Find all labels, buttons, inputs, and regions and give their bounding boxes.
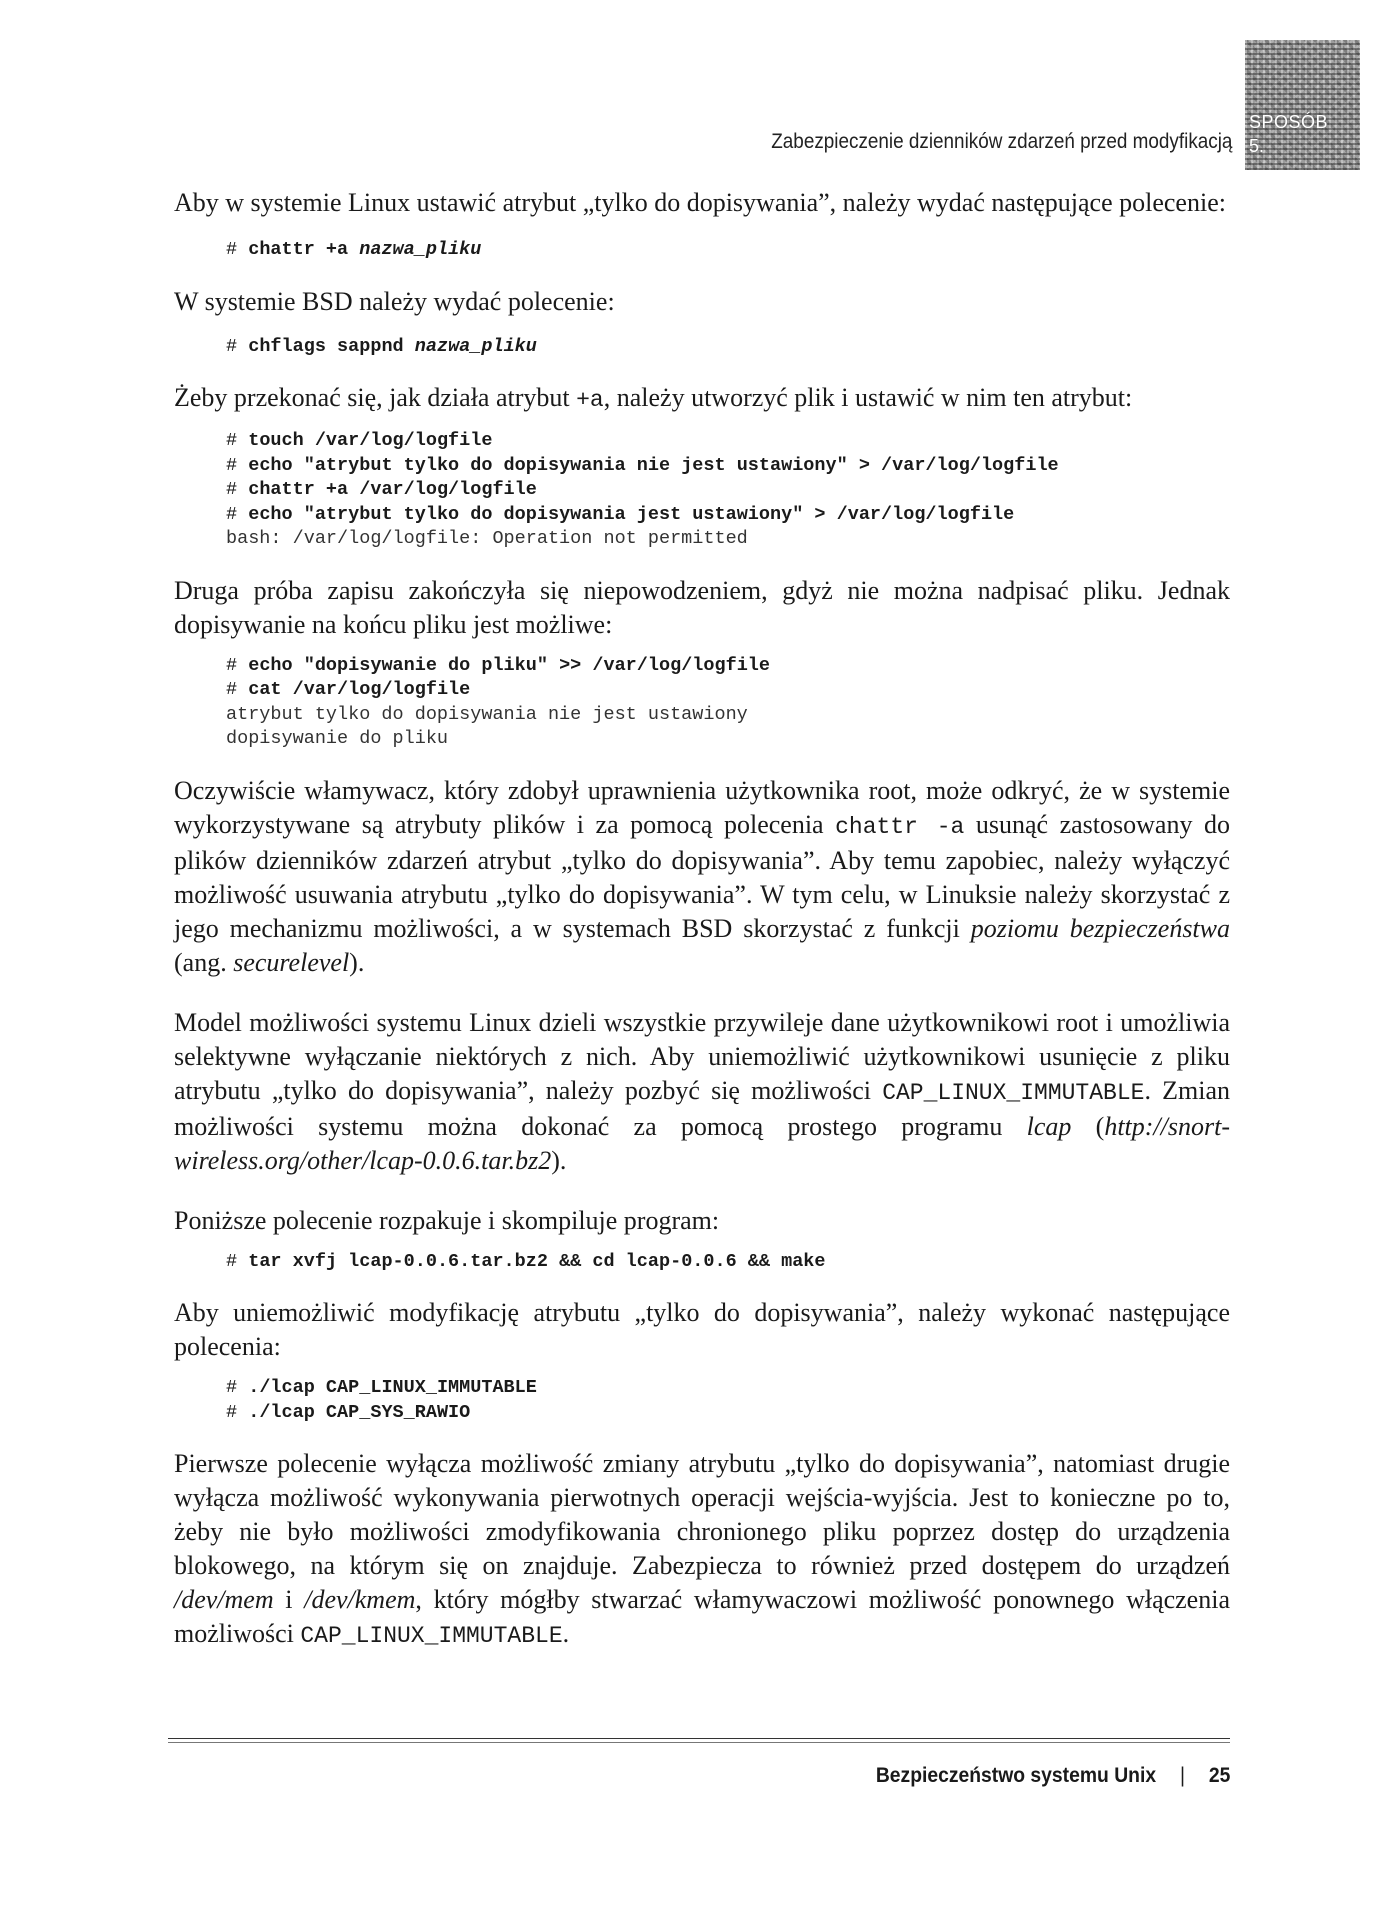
- page-body: [174, 186, 1230, 1653]
- code-block-6: # ./lcap CAP_LINUX_IMMUTABLE # ./lcap CAP_SYS_RAWIO: [226, 1377, 537, 1423]
- url-link: http://snort-wireless.org/other/lcap-0.0.6.tar.bz2: [174, 1111, 1230, 1175]
- badge-number: 5.: [1249, 136, 1265, 156]
- code-block-5: # tar xvfj lcap-0.0.6.tar.bz2 && cd lcap-0.0.6 && make: [226, 1250, 826, 1272]
- footer-divider-thin: [168, 1742, 1230, 1743]
- paragraph-2: W systemie BSD należy wydać polecenie:: [174, 286, 615, 316]
- paragraph-5: Oczywiście włamywacz, który zdobył uprawnienia użytkownika root, może odkryć, że w systemie wykorzystywane są atrybuty plików i za pomocą polecenia chattr -a usunąć zastosowany do plików dzienników zdarzeń atrybut „tylko do dopisywania”. Aby temu zapobiec, należy wyłączyć możliwość usuwania atrybutu „tylko do dopisywania”. W tym celu, w Linuksie należy skorzystać z jego mechanizmu możliwości, a w systemach BSD skorzystać z funkcji poziomu bezpieczeństwa (ang. securelevel).: [174, 775, 1231, 977]
- code-block-3: # touch /var/log/logfile # echo "atrybut tylko do dopisywania nie jest ustawiony" > /var/log/logfile # chattr +a /var/log/logfile # echo "atrybut tylko do dopisywania jest ustawiony" > /var/log/logfile bash: /var/log/logfile: Operation not permitted: [226, 430, 1059, 549]
- code-block-1: # chattr +a nazwa_pliku: [226, 239, 482, 260]
- code-block-4: # echo "dopisywanie do pliku" >> /var/log/logfile # cat /var/log/logfile atrybut tylko do dopisywania nie jest ustawiony dopisywanie do pliku: [226, 654, 771, 749]
- paragraph-8: Aby uniemożliwić modyfikację atrybutu „tylko do dopisywania”, należy wykonać następujące polecenia:: [174, 1298, 1230, 1361]
- paragraph-7: Poniższe polecenie rozpakuje i skompiluje program:: [174, 1205, 720, 1235]
- paragraph-1: Aby w systemie Linux ustawić atrybut „tylko do dopisywania”, należy wydać następujące polecenie:: [174, 188, 1226, 217]
- footer-divider: [168, 1738, 1230, 1739]
- chapter-badge: [1245, 40, 1360, 170]
- paragraph-9: Pierwsze polecenie wyłącza możliwość zmiany atrybutu „tylko do dopisywania”, natomiast drugie wyłącza możliwość wykonywania pierwotnych operacji wejścia-wyjścia. Jest to konieczne po to, żeby nie było możliwości zmodyfikowania chronionego pliku poprzez dostęp do urządzenia blokowego, na którym się on znajduje. Zabezpiecza to również przed dostępem do urządzeń /dev/mem i /dev/kmem, który mógłby stwarzać włamywaczowi możliwość ponownego włączenia możliwości CAP_LINUX_IMMUTABLE.: [174, 1449, 1230, 1649]
- paragraph-6: Model możliwości systemu Linux dzieli wszystkie przywileje dane użytkownikowi root i umożliwia selektywne wyłączanie niektórych z nich. Aby uniemożliwić użytkownikowi usunięcie z pliku atrybutu „tylko do dopisywania”, należy pozbyć się możliwości CAP_LINUX_IMMUTABLE. Zmian możliwości systemu można dokonać za pomocą prostego programu lcap (http://snort-wireless.org/other/lcap-0.0.6.tar.bz2).: [174, 1007, 1230, 1175]
- code-block-2: # chflags sappnd nazwa_pliku: [226, 335, 537, 357]
- paragraph-3: Żeby przekonać się, jak działa atrybut +a, należy utworzyć plik i ustawić w nim ten atrybut:: [174, 383, 1133, 413]
- paragraph-4: Druga próba zapisu zakończyła się niepowodzeniem, gdyż nie można nadpisać pliku. Jednak dopisywanie na końcu pliku jest możliwe:: [174, 575, 1230, 639]
- badge-label: SPOSÓB: [1249, 112, 1329, 132]
- page-footer: [875, 1764, 1230, 1788]
- book-title: Bezpieczeństwo systemu Unix: [875, 1764, 1156, 1787]
- page-number: 25: [1208, 1764, 1230, 1787]
- running-header: Zabezpieczenie dzienników zdarzeń przed modyfikacją: [770, 130, 1232, 153]
- footer-separator: |: [1179, 1764, 1185, 1787]
